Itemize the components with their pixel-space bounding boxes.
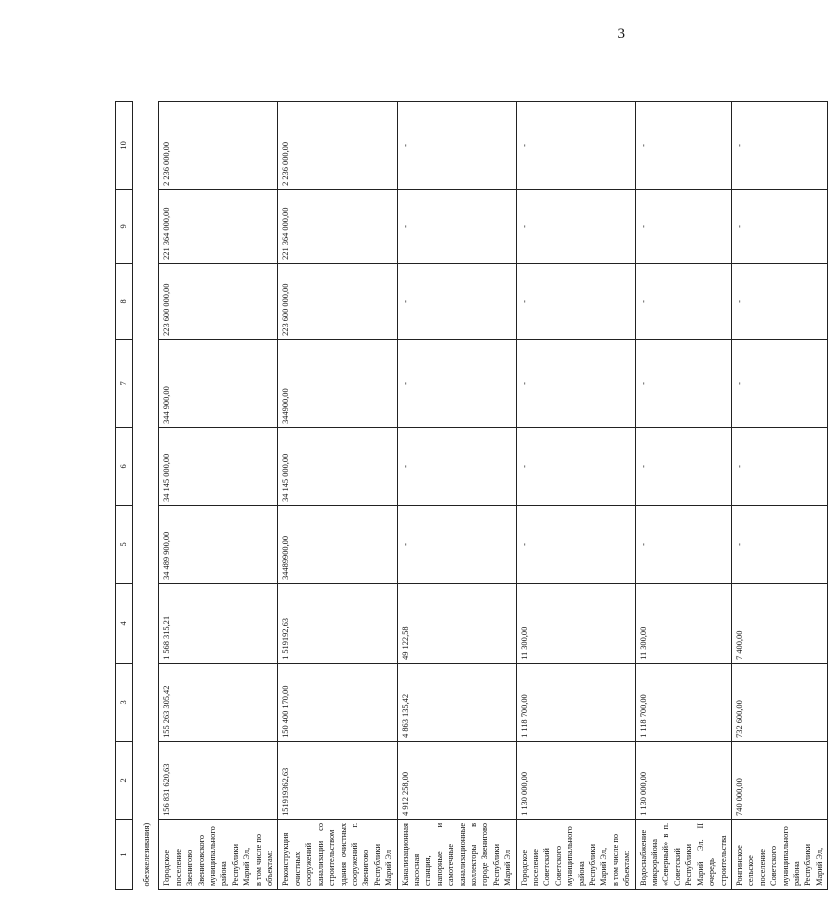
fragment-row: [133, 101, 159, 889]
row-name: Канализационная насосная станция, напорные и самотечные канализационные коллекторы в городе Звенигово Республики Марий Эл: [400, 822, 513, 886]
value-cell: -: [516, 505, 635, 583]
value-cell: -: [397, 505, 516, 583]
value-cell: 740 000,00: [731, 741, 827, 819]
value-cell: 150 400 170,00: [278, 663, 397, 741]
column-number-row: [116, 101, 133, 889]
column-number: 4: [116, 583, 133, 663]
row-name: Реконструкция очистных сооружений канализации со строительством здания очистных сооружений г. Звенигово Республики Марий Эл: [281, 822, 394, 886]
value-cell: 2 236 000,00: [159, 101, 278, 189]
value-cell: 2 236 000,00: [278, 101, 397, 189]
row-note: в том числе по объектам:: [253, 833, 275, 886]
value-cell: 4 863 135,42: [397, 663, 516, 741]
value-cell: 344 900,00: [159, 339, 278, 427]
row-note: в том числе по объектам:: [610, 833, 632, 886]
value-cell: -: [731, 263, 827, 339]
column-number: 10: [116, 101, 133, 189]
value-cell: 34 145 000,00: [159, 427, 278, 505]
column-number: 3: [116, 663, 133, 741]
value-cell: 34 145 000,00: [278, 427, 397, 505]
value-cell: 1 519192,63: [278, 583, 397, 663]
row-name-cell: [278, 819, 397, 889]
value-cell: -: [731, 505, 827, 583]
row-name-cell: [635, 819, 731, 889]
value-cell: -: [635, 427, 731, 505]
value-cell: -: [635, 263, 731, 339]
value-cell: 49 122,58: [397, 583, 516, 663]
column-number: 7: [116, 339, 133, 427]
value-cell: -: [397, 427, 516, 505]
row-name-cell: [731, 819, 827, 889]
value-cell: -: [397, 101, 516, 189]
value-cell: 4 912 258,00: [397, 741, 516, 819]
value-cell: -: [731, 189, 827, 263]
value-cell: 1 130 000,00: [635, 741, 731, 819]
value-cell: 1 568 315,21: [159, 583, 278, 663]
value-cell: 11 300,00: [635, 583, 731, 663]
row-name-cell: [397, 819, 516, 889]
value-cell: -: [635, 339, 731, 427]
value-cell: 223 600 000,00: [159, 263, 278, 339]
value-cell: -: [731, 339, 827, 427]
value-cell: -: [635, 505, 731, 583]
top-fragment-text: обезжелезивания): [142, 822, 151, 887]
table-row: [278, 101, 397, 889]
budget-table: [115, 101, 828, 890]
table-row: [516, 101, 635, 889]
row-name: Городское поселение Звенигово Звениговского муниципального района Республики Марий Эл,: [162, 826, 252, 886]
table-row: [159, 101, 278, 889]
value-cell: 156 831 620,63: [159, 741, 278, 819]
value-cell: -: [516, 189, 635, 263]
value-cell: -: [516, 427, 635, 505]
row-name: Водоснабжение микрорайона «Северный» в п. Советский Республики Марий Эл. II очередь строительства: [638, 822, 728, 886]
row-name: Городское поселение Советский Советского муниципального района Республики Марий Эл,: [519, 826, 609, 886]
column-number: 5: [116, 505, 133, 583]
value-cell: 1 118 700,00: [516, 663, 635, 741]
table-row: [397, 101, 516, 889]
row-name-cell: [159, 819, 278, 889]
value-cell: 34489900,00: [278, 505, 397, 583]
column-number: 1: [116, 819, 133, 889]
value-cell: -: [516, 263, 635, 339]
value-cell: -: [635, 189, 731, 263]
value-cell: 221 364 000,00: [159, 189, 278, 263]
value-cell: -: [731, 101, 827, 189]
value-cell: -: [397, 339, 516, 427]
value-cell: -: [635, 101, 731, 189]
value-cell: -: [516, 339, 635, 427]
value-cell: -: [397, 189, 516, 263]
row-name: Ронгинское сельское поселение Советского муниципального района Республики Марий Эл,: [734, 826, 824, 886]
table-row: [731, 101, 827, 889]
value-cell: 732 600,00: [731, 663, 827, 741]
value-cell: 155 263 305,42: [159, 663, 278, 741]
table-body: [116, 101, 828, 889]
column-number: 2: [116, 741, 133, 819]
value-cell: 221 364 000,00: [278, 189, 397, 263]
value-cell: -: [731, 427, 827, 505]
value-cell: 7 400,00: [731, 583, 827, 663]
value-cell: 11 300,00: [516, 583, 635, 663]
value-cell: 1 118 700,00: [635, 663, 731, 741]
column-number: 9: [116, 189, 133, 263]
row-name-cell: [516, 819, 635, 889]
value-cell: 34 489 900,00: [159, 505, 278, 583]
value-cell: -: [516, 101, 635, 189]
value-cell: 151919362,63: [278, 741, 397, 819]
column-number: 6: [116, 427, 133, 505]
value-cell: 223 600 000,00: [278, 263, 397, 339]
value-cell: -: [397, 263, 516, 339]
page-number: 3: [617, 26, 625, 42]
value-cell: 1 130 000,00: [516, 741, 635, 819]
value-cell: 344900,00: [278, 339, 397, 427]
column-number: 8: [116, 263, 133, 339]
table-row: [635, 101, 731, 889]
